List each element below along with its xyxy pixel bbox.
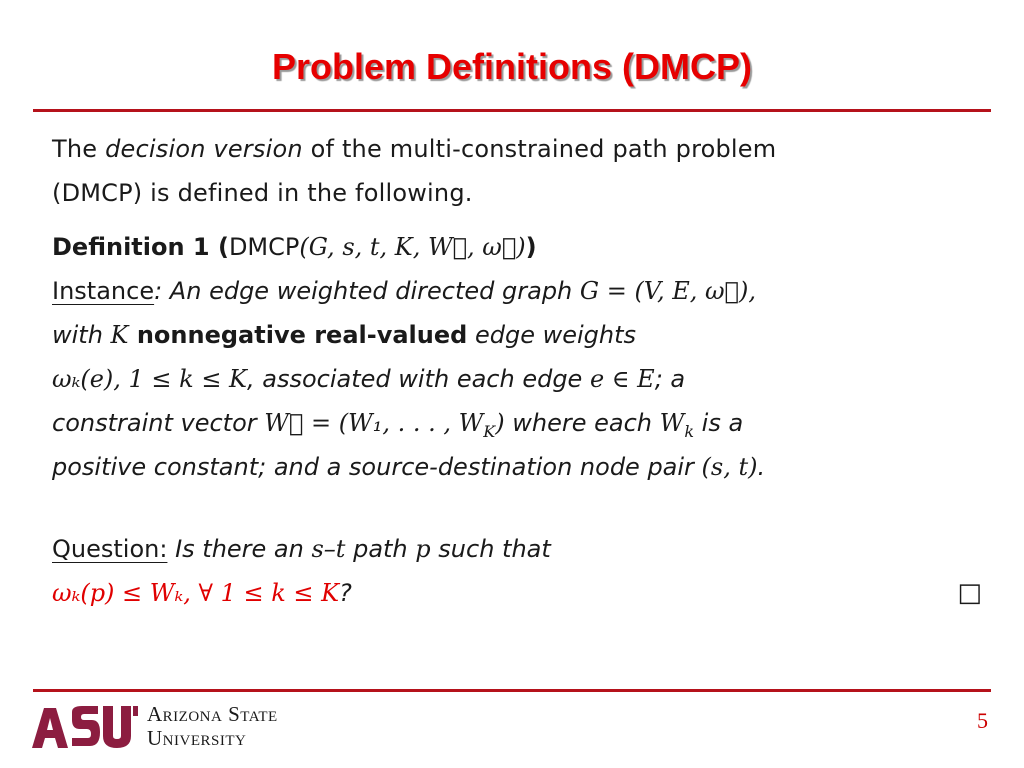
instance-text: ; a (654, 365, 686, 393)
instance-text: constraint vector (52, 409, 265, 437)
instance-line-2 (52, 313, 982, 357)
node-pair: (s, t) (701, 453, 758, 481)
edge-expression: e ∈ E (589, 365, 655, 393)
university-name-line-2: University (147, 726, 247, 750)
intro-text: The (52, 135, 106, 163)
instance-text: with (52, 321, 111, 349)
university-name (147, 702, 278, 750)
question-text: such that (430, 535, 551, 563)
graph-expression: G = (V, E, ω⃗), (579, 277, 756, 305)
definition-label: Definition 1 ( (52, 233, 229, 261)
question-text: path (345, 535, 416, 563)
decision-version-term: decision version (105, 135, 303, 163)
question-line (52, 527, 982, 571)
instance-line-5 (52, 445, 982, 489)
instance-text: where each (504, 409, 660, 437)
condition-line (52, 571, 982, 615)
slide-body (52, 127, 982, 615)
instance-line-4 (52, 401, 982, 445)
subscript: k (684, 421, 695, 441)
w-symbol: W (659, 409, 685, 437)
title-divider (33, 109, 991, 112)
university-name-line-1: Arizona State (147, 702, 278, 726)
question-label: Question: (52, 535, 168, 563)
subscript: K (483, 421, 496, 441)
definition-args: (G, s, t, K, W⃗, ω⃗) (299, 233, 526, 261)
instance-text: : An edge weighted directed graph (154, 277, 580, 305)
nonnegative-term: nonnegative real-valued (128, 321, 468, 349)
instance-line-3 (52, 357, 982, 401)
asu-logo-mark-icon (30, 702, 140, 750)
instance-text: edge weights (467, 321, 637, 349)
st-symbol: s–t (311, 535, 346, 563)
k-symbol: K (110, 321, 129, 349)
constraint-vector: W⃗ = (W₁, . . . , W (264, 409, 484, 437)
p-symbol: p (415, 535, 431, 563)
definition-name: DMCP (228, 233, 300, 261)
intro-line-2: (DMCP) is defined in the following. (52, 179, 473, 207)
slide-title: Problem Definitions (DMCP) (271, 46, 752, 87)
page-number: 5 (977, 708, 988, 733)
question-mark: ? (339, 579, 352, 607)
intro-line-1 (52, 127, 982, 171)
question-text: Is there an (167, 535, 312, 563)
instance-line-1 (52, 269, 982, 313)
footer-divider (33, 689, 991, 692)
definition-close: ) (525, 233, 537, 261)
constraint-condition: ωₖ(p) ≤ Wₖ, ∀ 1 ≤ k ≤ K (52, 579, 340, 607)
instance-text: . (757, 453, 766, 481)
intro-text: of the multi-constrained path problem (302, 135, 777, 163)
instance-text: positive constant; and a source-destination node pair (52, 453, 702, 481)
constraint-vector-close: ) (495, 409, 505, 437)
instance-text: is a (694, 409, 744, 437)
definition-heading (52, 225, 982, 269)
instance-label: Instance (52, 277, 155, 305)
qed-box-icon: □ (957, 578, 982, 608)
asu-logo (30, 702, 350, 750)
instance-text: , associated with each edge (247, 365, 590, 393)
weight-expression: ωₖ(e), 1 ≤ k ≤ K (52, 365, 247, 393)
